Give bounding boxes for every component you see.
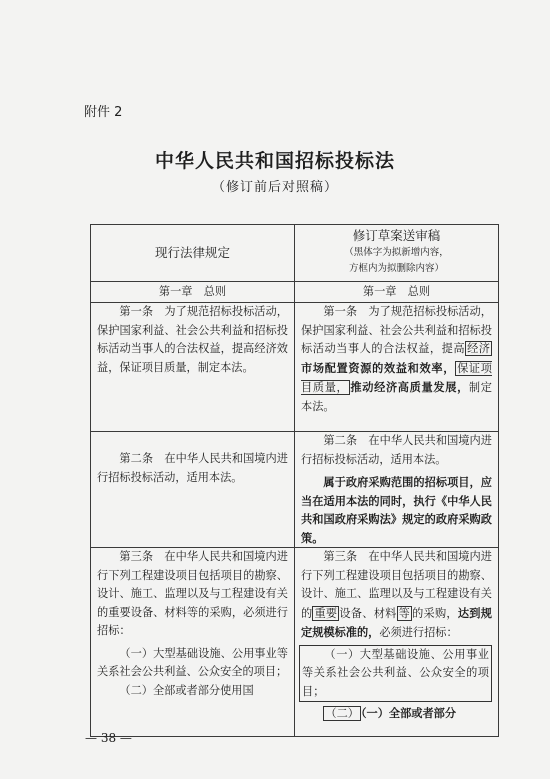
table-row-article-3: [91, 548, 499, 737]
deleted-box-quality: 保证项目质量，: [301, 361, 492, 394]
article-3-revised: [295, 548, 499, 737]
article-2-revised: [295, 432, 499, 548]
deleted-box-item-1: （一）大型基础设施、公用事业等关系社会公共利益、公众安全的项目；: [299, 645, 492, 703]
page-number: — 38 —: [85, 731, 132, 745]
article-2-current: [91, 432, 295, 548]
article-2-current-text: 第二条 在中华人民共和国境内进行招标投标活动，适用本法。: [97, 452, 288, 484]
deleted-box-item-2-number: （二）: [325, 707, 359, 720]
document-subtitle: （修订前后对照稿）: [211, 180, 338, 195]
added-text-item-1-number: （一）全部或者部分: [360, 706, 457, 720]
header-revised-title: 修订草案送审稿: [352, 228, 441, 243]
table-row-article-1: [91, 303, 499, 432]
table-row-article-2: [91, 432, 499, 548]
chapter-left: 第一章 总则: [91, 282, 295, 303]
article-1-current-text: 第一条 为了规范招标投标活动，保护国家利益、社会公共利益和招标投标活动当事人的合法权益，提高经济效益，保证项目质量，制定本法。: [97, 305, 288, 374]
article-1-current: [91, 303, 295, 432]
article-1-revised: [295, 303, 499, 432]
added-text-high-quality: 推动经济高质量发展，: [350, 380, 469, 394]
attachment-label: 附件 2: [84, 105, 123, 120]
article-1-revised-text: [301, 303, 492, 416]
header-revised-note-2: 方框内为拟删除内容）: [348, 263, 444, 274]
deleted-box-important: 重要: [314, 606, 338, 620]
article-3-revised-text-b: 设备、材料: [339, 606, 397, 620]
document-title: 中华人民共和国招标投标法: [154, 150, 395, 172]
article-3-revised-text: [301, 548, 492, 643]
article-1-revised-text-a: 第一条 为了规范招标投标活动，保护国家利益、社会公共利益和招标投标活动当事人的合法权益，提高: [301, 305, 492, 355]
chapter-row: [91, 282, 499, 303]
article-3-current-text: 第三条 在中华人民共和国境内进行下列工程建设项目包括项目的勘察、设计、施工、监理以及与工程建设有关的重要设备、材料等的采购，必须进行招标：: [97, 550, 288, 637]
chapter-right: 第一章 总则: [295, 282, 499, 303]
header-revised-note-1: （黑体字为拟新增内容，: [344, 247, 449, 258]
article-3-revised-text-e: 必须进行招标：: [379, 626, 458, 639]
deleted-box-etc: 等: [398, 606, 411, 620]
header-current-law: 现行法律规定: [91, 225, 295, 282]
table-header-row: [91, 225, 499, 282]
added-text-scale: 达到规定规模标准的，: [301, 605, 492, 639]
comparison-table: [90, 224, 499, 737]
deleted-box-economic: 经济: [467, 342, 490, 355]
added-text-market: 市场配置资源的效益和效率，: [301, 360, 456, 375]
article-3-revised-text-a: 第三条 在中华人民共和国境内进行下列工程建设项目包括项目的勘察、设计、施工、监理以及与工程建设有关的: [301, 550, 492, 620]
article-3-revised-item-2: [301, 704, 492, 724]
article-2-added-text: 属于政府采购范围的招标项目，应当在适用本法的同时，执行《中华人民共和国政府采购法》规定的政府采购政策。: [301, 475, 492, 545]
article-3-revised-text-c: 的采购，: [412, 606, 458, 620]
article-2-revised-text: 第二条 在中华人民共和国境内进行招标投标活动，适用本法。: [301, 434, 492, 466]
article-3-current-item-2: （二）全部或者部分使用国: [119, 683, 254, 697]
article-3-current-item-1: （一）大型基础设施、公用事业等关系社会公共利益、公众安全的项目；: [97, 646, 288, 678]
article-1-revised-text-d: 制定本法。: [301, 381, 492, 413]
article-3-current: [91, 548, 295, 737]
header-revised-draft: [295, 225, 499, 282]
